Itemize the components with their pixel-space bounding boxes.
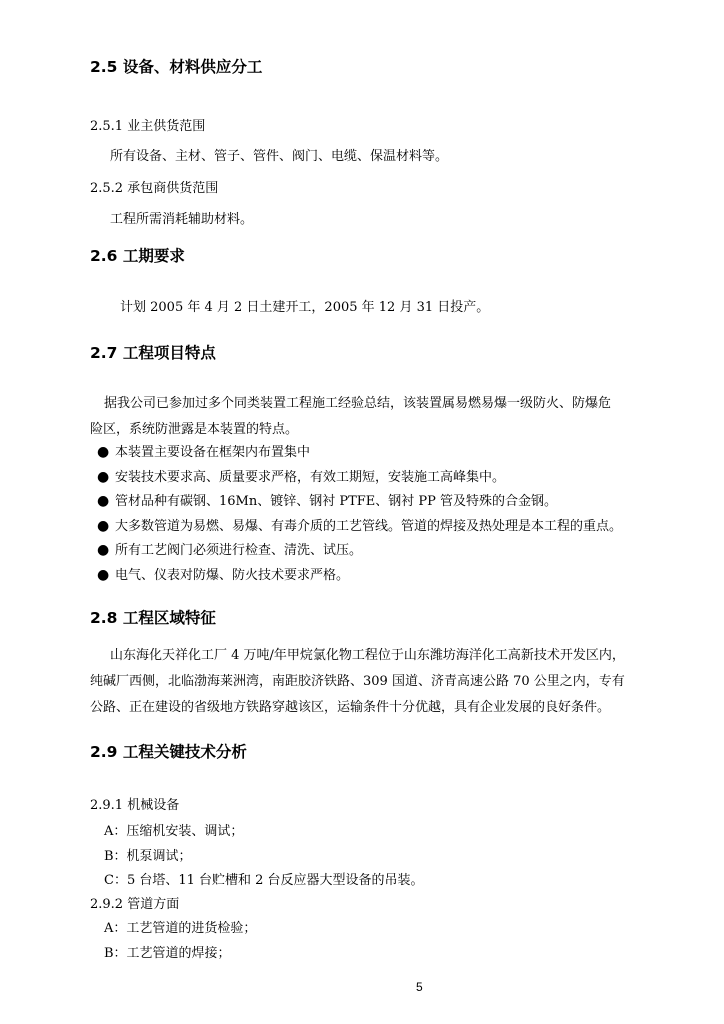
list-item xyxy=(97,514,622,539)
list-item: A：压缩机安装、调试； xyxy=(104,824,244,839)
subsection-2-5-1-heading: 2.5.1 业主供货范围 xyxy=(90,119,206,134)
bullet-icon: ● xyxy=(97,444,110,460)
list-item xyxy=(97,538,622,563)
section-2-6-text: 计划 2005 年 4 月 2 日土建开工，2005 年 12 月 31 日投产。 xyxy=(120,300,490,315)
list-item: A：工艺管道的进货检验； xyxy=(104,921,257,936)
list-item xyxy=(97,465,622,490)
page-number: 5 xyxy=(416,980,423,994)
bullet-icon: ● xyxy=(97,566,110,583)
list-item xyxy=(97,563,622,588)
section-2-7-intro-line-2: 险区，系统防泄露是本装置的特点。 xyxy=(90,422,299,437)
list-item xyxy=(97,440,622,465)
section-2-5-heading: 2.5 设备、材料供应分工 xyxy=(90,58,263,76)
subsection-2-9-2-heading: 2.9.2 管道方面 xyxy=(90,897,180,912)
section-2-7-heading: 2.7 工程项目特点 xyxy=(90,344,216,362)
list-item-text: 大多数管道为易燃、易爆、有毒介质的工艺管线。管道的焊接及热处理是本工程的重点。 xyxy=(115,518,623,534)
subsection-2-5-2-heading: 2.5.2 承包商供货范围 xyxy=(90,181,219,196)
section-2-8-paragraph xyxy=(90,643,625,721)
list-item-text: 管材品种有碳钢、16Mn、镀锌、钢衬 PTFE、钢衬 PP 管及特殊的合金钢。 xyxy=(115,494,558,510)
section-2-9-heading: 2.9 工程关键技术分析 xyxy=(90,743,247,761)
list-item-text: 所有工艺阀门必须进行检查、清洗、试压。 xyxy=(115,543,363,559)
bullet-icon: ● xyxy=(97,468,110,485)
list-item: B：机泵调试； xyxy=(104,849,192,864)
section-2-8-heading: 2.8 工程区域特征 xyxy=(90,609,216,627)
section-2-8-line-1: 山东海化天祥化工厂 4 万吨/年甲烷氯化物工程位于山东潍坊海洋化工高新技术开发区内， xyxy=(110,648,625,663)
list-item: C：5 台塔、11 台贮槽和 2 台反应器大型设备的吊装。 xyxy=(104,873,424,888)
list-item: B：工艺管道的焊接； xyxy=(104,946,231,961)
section-2-6-heading: 2.6 工期要求 xyxy=(90,247,185,265)
section-2-7-intro-line-1: 据我公司已参加过多个同类装置工程施工经验总结，该装置属易燃易爆一级防火、防爆危 xyxy=(104,396,612,411)
section-2-8-line-3: 公路、正在建设的省级地方铁路穿越该区，运输条件十分优越，具有企业发展的良好条件。 xyxy=(90,700,611,715)
list-item xyxy=(97,489,622,514)
bullet-icon: ● xyxy=(97,542,110,559)
list-item-text: 电气、仪表对防爆、防火技术要求严格。 xyxy=(115,567,350,583)
section-2-8-line-2: 纯碱厂西侧，北临渤海莱洲湾，南距胶济铁路、309 国道、济青高速公路 70 公里之内，专有 xyxy=(90,674,625,689)
subsection-2-9-1-heading: 2.9.1 机械设备 xyxy=(90,798,180,813)
feature-bullet-list xyxy=(97,440,622,588)
bullet-icon: ● xyxy=(97,493,110,510)
list-item-text: 本装置主要设备在框架内布置集中 xyxy=(115,445,311,460)
bullet-icon: ● xyxy=(97,517,110,534)
subsection-2-5-1-text: 所有设备、主材、管子、管件、阀门、电缆、保温材料等。 xyxy=(110,149,449,164)
list-item-text: 安装技术要求高、质量要求严格，有效工期短，安装施工高峰集中。 xyxy=(115,469,506,485)
section-2-7-intro xyxy=(90,391,611,443)
subsection-2-5-2-text: 工程所需消耗辅助材料。 xyxy=(110,212,254,227)
